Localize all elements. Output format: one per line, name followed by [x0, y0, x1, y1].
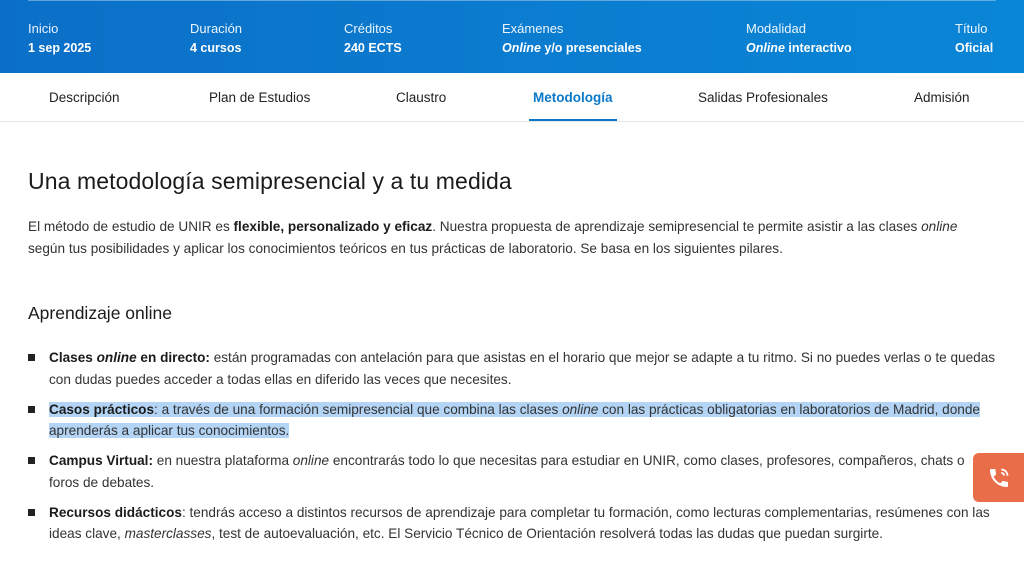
info-label: Inicio — [28, 21, 59, 36]
item-text: , test de autoevaluación, etc. El Servicio Técnico de Orientación resolverá todas las dudas que puedan surgirte. — [211, 526, 883, 541]
info-value: 240 ECTS — [344, 41, 402, 55]
divider — [28, 0, 996, 1]
page-title: Una metodología semipresencial y a tu medida — [28, 168, 512, 194]
item-text: en nuestra plataforma — [153, 453, 293, 468]
info-start — [28, 21, 91, 57]
item-title — [49, 350, 210, 365]
item-text: encontrarás todo lo que necesitas para estudiar en UNIR, como clases, profesores, compañeros, chats o foros de debates. — [49, 453, 965, 490]
list-item — [28, 399, 996, 442]
item-em: masterclasses — [124, 526, 212, 541]
item-em: online — [562, 401, 599, 417]
tab-metodologia[interactable]: Metodología — [533, 73, 613, 122]
info-exams — [502, 21, 642, 57]
info-label: Modalidad — [746, 21, 806, 36]
info-value: 1 sep 2025 — [28, 41, 92, 55]
item-title: Recursos didácticos — [49, 504, 182, 520]
item-title-part: en directo: — [136, 350, 210, 365]
item-text: están programadas con antelación para que asistas en el horario que mejor se adapte a tu ritmo. Si no puedes verlas o te quedas con dudas puedes acceder a todas ellas en diferido las veces que necesites. — [49, 350, 996, 387]
intro-bold: flexible, personalizado y eficaz — [233, 219, 433, 234]
list-item — [28, 347, 996, 390]
tab-descripcion[interactable]: Descripción — [49, 90, 120, 105]
info-value: Oficial — [955, 41, 994, 55]
item-text: : tendrás acceso a distintos recursos de aprendizaje para completar tu formación, como lecturas complementarias, resúmenes con las ideas clave, — [49, 504, 990, 541]
intro-text: . Nuestra propuesta de aprendizaje semipresencial te permite asistir a las clases — [432, 219, 922, 234]
program-info-bar — [0, 0, 1024, 73]
section-title: Aprendizaje online — [28, 303, 172, 323]
item-em: online — [292, 453, 330, 468]
info-label: Exámenes — [502, 21, 564, 36]
info-value-em: Online — [502, 41, 541, 55]
tab-salidas-profesionales[interactable]: Salidas Profesionales — [698, 90, 828, 105]
info-label: Créditos — [344, 21, 393, 36]
info-label: Duración — [190, 21, 243, 36]
info-value: 4 cursos — [190, 41, 242, 55]
item-title-em: online — [96, 350, 137, 365]
section-tabs — [0, 73, 1024, 122]
item-title: Campus Virtual: — [49, 453, 153, 468]
tab-claustro[interactable]: Claustro — [396, 90, 447, 105]
info-credits — [344, 21, 402, 57]
list-item — [28, 450, 996, 493]
info-label: Título — [955, 21, 988, 36]
info-duration — [190, 21, 242, 57]
intro-text: El método de estudio de UNIR es — [28, 219, 234, 234]
pillars-list — [28, 347, 996, 553]
call-button[interactable] — [973, 453, 1024, 502]
item-text: con las prácticas obligatorias en laboratorios de Madrid, donde aprenderás a aplicar tus conocimientos. — [49, 401, 980, 438]
info-value-em: Online — [746, 41, 785, 55]
info-value-rest: interactivo — [784, 41, 852, 55]
intro-paragraph — [28, 216, 996, 259]
text-selection[interactable] — [49, 402, 980, 439]
info-degree — [955, 21, 993, 57]
info-value — [746, 39, 852, 57]
info-value — [502, 39, 642, 57]
tab-admision[interactable]: Admisión — [914, 90, 970, 105]
item-text: : a través de una formación semipresencial que combina las clases — [154, 401, 563, 417]
intro-text: según tus posibilidades y aplicar los conocimientos teóricos en tus prácticas de laboratorio. Se basa en los siguientes pilares. — [28, 240, 783, 256]
item-title-part: Clases — [49, 350, 97, 365]
info-modality — [746, 21, 852, 57]
info-value-rest: y/o presenciales — [540, 41, 642, 55]
item-title: Casos prácticos — [49, 401, 155, 417]
phone-icon — [987, 466, 1011, 490]
list-item — [28, 502, 996, 545]
intro-em: online — [921, 219, 958, 234]
tab-plan-de-estudios[interactable]: Plan de Estudios — [209, 90, 311, 105]
